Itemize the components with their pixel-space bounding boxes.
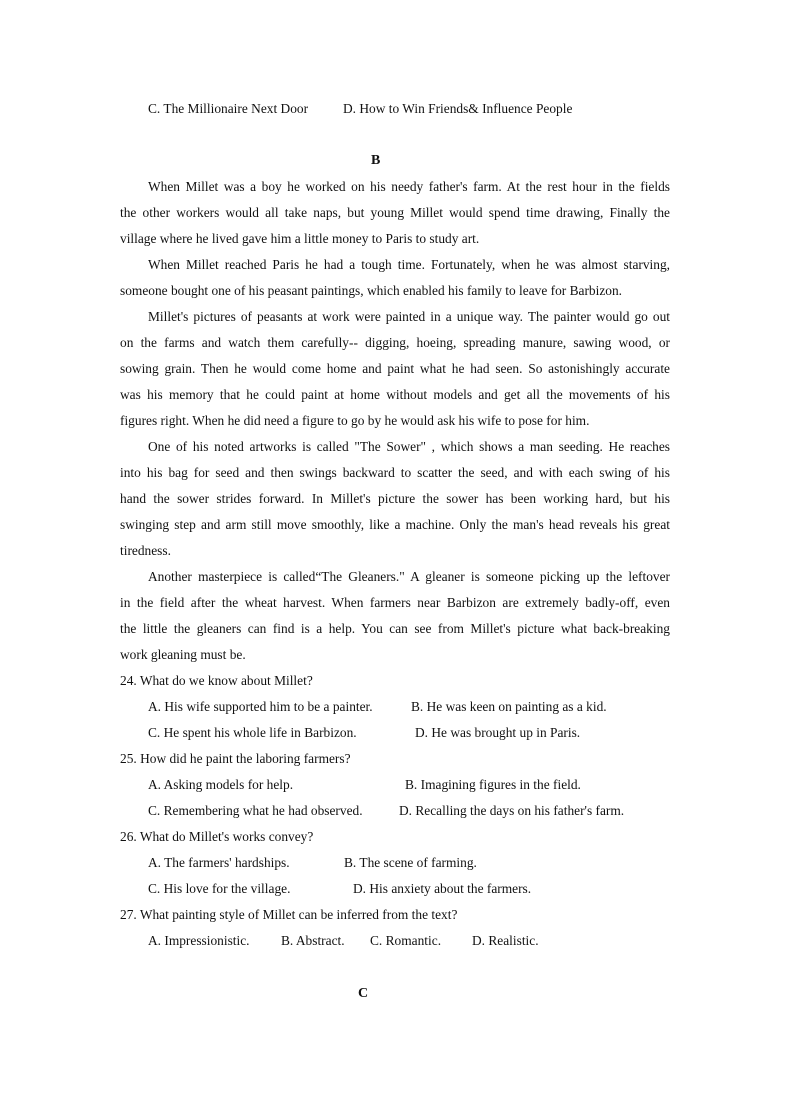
passage-line: someone bought one of his peasant paintings, which enabled his family to leave for Barbizon.: [120, 283, 623, 298]
passage-line: Another masterpiece is called“The Gleaners." A gleaner is someone picking up the leftover: [148, 569, 670, 584]
question-option: D. Recalling the days on his father's farm.: [399, 803, 625, 818]
question-option: C. He spent his whole life in Barbizon.: [148, 725, 357, 740]
question-option: A. Impressionistic.: [148, 933, 250, 948]
passage-line: Millet's pictures of peasants at work were painted in a unique way. The painter would go out: [148, 309, 670, 324]
passage-line: on the farms and watch them carefully-- digging, hoeing, spreading manure, sawing wood, or: [120, 335, 670, 350]
question-option: B. He was keen on painting as a kid.: [411, 699, 607, 714]
question-stem: 26. What do Millet's works convey?: [120, 829, 314, 844]
passage-line: hand the sower strides forward. In Millet's picture the sower has been working hard, but his: [120, 491, 670, 506]
passage-line: was his memory that he could paint at home without models and get all the movements of his: [120, 387, 670, 402]
passage-line: the other workers would all take naps, but young Millet would spend time drawing, Finally the: [120, 205, 670, 220]
question-option: D. Realistic.: [472, 933, 539, 948]
passage-line: When Millet reached Paris he had a tough time. Fortunately, when he was almost starving,: [148, 257, 670, 272]
question-option: B. Abstract.: [281, 933, 345, 948]
section-c-heading: C: [358, 986, 369, 1001]
passage-line: village where he lived gave him a little money to Paris to study art.: [120, 231, 480, 246]
section-b-heading: B: [371, 153, 381, 168]
passage-line: One of his noted artworks is called "The Sower" , which shows a man seeding. He reaches: [148, 439, 670, 454]
question-option: C. Romantic.: [370, 933, 442, 948]
question-stem: 24. What do we know about Millet?: [120, 673, 313, 688]
question-option: A. Asking models for help.: [148, 777, 294, 792]
option-c-prev: C. The Millionaire Next Door: [148, 101, 309, 116]
option-d-prev: D. How to Win Friends& Influence People: [343, 101, 573, 116]
question-option: B. Imagining figures in the field.: [405, 777, 581, 792]
question-option: C. Remembering what he had observed.: [148, 803, 363, 818]
question-option: A. His wife supported him to be a painter.: [148, 699, 373, 714]
question-stem: 25. How did he paint the laboring farmers?: [120, 751, 351, 766]
passage-line: the little the gleaners can find is a help. You can see from Millet's picture what back-breaking: [120, 621, 670, 636]
passage-line: tiredness.: [120, 543, 171, 558]
question-option: D. His anxiety about the farmers.: [353, 881, 532, 896]
passage-line: sowing grain. Then he would come home and paint what he had seen. So astonishingly accurate: [120, 361, 670, 376]
passage-line: into his bag for seed and then swings backward to scatter the seed, and with each swing of his: [120, 465, 670, 480]
passage-line: work gleaning must be.: [120, 647, 246, 662]
passage-line: in the field after the wheat harvest. When farmers near Barbizon are extremely badly-off, even: [120, 595, 670, 610]
passage-line: figures right. When he did need a figure to go by he would ask his wife to pose for him.: [120, 413, 590, 428]
passage-line: swinging step and arm still move smoothly, like a machine. Only the man's head reveals his great: [120, 517, 670, 532]
passage-line: When Millet was a boy he worked on his needy father's farm. At the rest hour in the fields: [148, 179, 670, 194]
question-option: B. The scene of farming.: [344, 855, 477, 870]
question-option: A. The farmers' hardships.: [148, 855, 290, 870]
question-option: D. He was brought up in Paris.: [415, 725, 581, 740]
question-option: C. His love for the village.: [148, 881, 291, 896]
question-stem: 27. What painting style of Millet can be inferred from the text?: [120, 907, 458, 922]
